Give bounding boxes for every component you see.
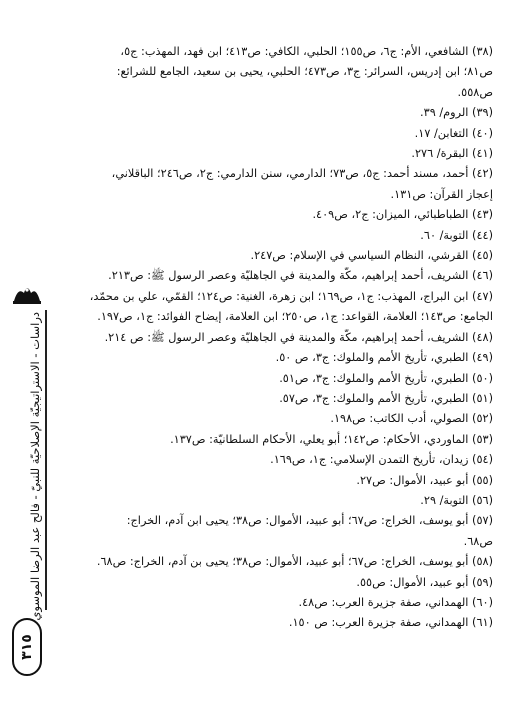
footnote-line: (٥٥) أبو عبيد، الأموال: ص٢٧. — [356, 473, 493, 487]
footnote-line: (٤٢) أحمد، مسند أحمد: ج٥، ص٧٣؛ الدارمي، سنن الدارمي: ج٢، ص٢٤٦؛ الباقلاني، — [111, 167, 493, 181]
footnote-line: (٣٨) الشافعي، الأم: ج٦، ص١٥٥؛ الحلبي، الكافي: ص٤١٣؛ ابن فهد، المهذب: ج٥، — [120, 45, 493, 58]
footnote-line: (٥٤) زيدان، تأريخ التمدن الإسلامي: ج١، ص١٦٩. — [270, 453, 493, 467]
footnote-line: إعجاز القرآن: ص١٣١. — [390, 187, 493, 201]
footnote-line: (٦١) الهمداني، صفة جزيرة العرب: ص ١٥٠. — [288, 616, 493, 630]
footnote-line: (٦٠) الهمداني، صفة جزيرة العرب: ص٤٨. — [298, 595, 493, 609]
footnote-line: (٥٨) أبو يوسف، الخراج: ص٦٧؛ أبو عبيد، الأموال: ص٣٨؛ يحيى بن آدم، الخراج: ص٦٨. — [96, 555, 493, 569]
footnote-line: (٤١) البقرة/ ٢٧٦. — [411, 147, 493, 161]
footnote-line: (٤٩) الطبري، تأريخ الأمم والملوك: ج٣، ص ٥٠. — [275, 351, 493, 365]
footnote-line: (٥٠) الطبري، تأريخ الأمم والملوك: ج٣، ص٥١. — [279, 371, 493, 385]
footnote-line: ص٨١؛ ابن إدريس، السرائر: ج٣، ص٤٧٣؛ الحلبي، يحيى بن سعيد، الجامع للشرائع: — [116, 65, 493, 79]
journal-logo-icon — [10, 281, 44, 307]
footnote-line: (٤٧) ابن البراج، المهذب: ج١، ص١٦٩؛ ابن زهرة، الغنية: ص١٢٤؛ القمّي، علي بن محمّد، — [89, 289, 493, 303]
footnote-line: (٤٦) الشريف، أحمد إبراهيم، مكّة والمدينة في الجاهليّة وعصر الرسول ﷺ: ص٢١٣. — [108, 269, 493, 283]
footnote-line: (٥٧) أبو يوسف، الخراج: ص٦٧؛ أبو عبيد، الأموال: ص٣٨؛ يحيى ابن آدم، الخراج: — [126, 514, 493, 528]
footnote-line: (٤٣) الطباطبائي، الميزان: ج٢، ص٤٠٩. — [312, 208, 493, 222]
footnote-line: ص٦٨. — [463, 534, 493, 548]
footnote-line: (٤٥) القرشي، النظام السياسي في الإسلام: ص٢٤٧. — [250, 249, 493, 263]
footnote-line: (٤٤) التوبة/ ٦٠. — [420, 228, 493, 242]
footnote-line: (٥١) الطبري، تأريخ الأمم والملوك: ج٣، ص٥٧. — [279, 391, 493, 405]
footnote-line: الجامع: ص١٤٣؛ العلامة، القواعد: ج١، ص٢٥٠؛ ابن العلامة، إيضاح الفوائد: ج١، ص١٩٧. — [97, 310, 493, 324]
margin-divider — [45, 310, 47, 610]
footnote-line: (٤٠) التغابن/ ١٧. — [414, 126, 493, 140]
page-number: ٣١٥ — [18, 634, 35, 660]
page-number-badge — [12, 618, 42, 676]
running-title: دراسات - الاستراتيجيّة الإصلاحيّة للنبيّ - فالح عبد الرضا الموسوي — [28, 312, 42, 621]
footnote-line: (٣٩) الروم/ ٣٩. — [420, 106, 493, 120]
footnote-line: (٥٢) الصولي، أدب الكاتب: ص١٩٨. — [330, 412, 493, 426]
footnote-line: (٥٦) التوبة/ ٢٩. — [420, 493, 493, 507]
footnote-line: (٥٣) الماوردي، الأحكام: ص١٤٢؛ أبو يعلي، الأحكام السلطانيّة: ص١٣٧. — [170, 432, 493, 446]
footnotes-list — [64, 42, 493, 634]
footnote-line: (٥٩) أبو عبيد، الأموال: ص٥٥. — [356, 575, 493, 589]
footnote-line: ص٥٥٨. — [457, 85, 493, 99]
footnote-line: (٤٨) الشريف، أحمد إبراهيم، مكّة والمدينة في الجاهليّة وعصر الرسول ﷺ: ص ٢١٤. — [104, 330, 493, 344]
